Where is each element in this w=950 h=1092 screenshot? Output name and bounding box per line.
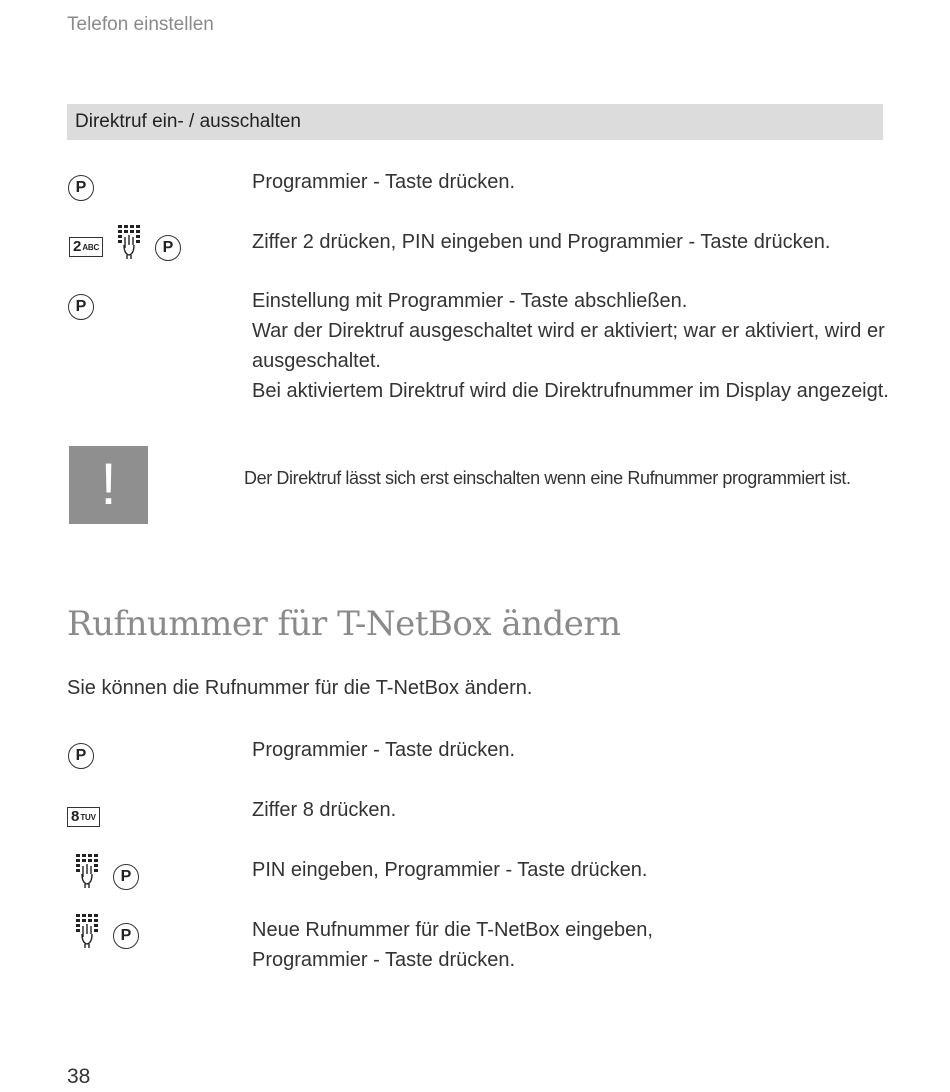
step-text: Ziffer 2 drücken, PIN eingeben und Programmier - Taste drücken. — [252, 231, 831, 253]
step-text: Bei aktiviertem Direktruf wird die Direktrufnummer im Display angezeigt. — [252, 380, 889, 402]
programming-key-icon: P — [68, 294, 94, 320]
programming-key-icon: P — [68, 743, 94, 769]
section-title-direktruf: Direktruf ein- / ausschalten — [67, 104, 883, 140]
exclamation-icon: ! — [69, 446, 148, 524]
keypad-hand-icon — [116, 224, 142, 260]
programming-key-icon: P — [113, 864, 139, 890]
programming-key-icon: P — [68, 175, 94, 201]
programming-key-icon: P — [155, 235, 181, 261]
keypad-hand-icon — [74, 853, 100, 889]
intro-text: Sie können die Rufnummer für die T-NetBox ändern. — [67, 677, 533, 699]
step-text: Programmier - Taste drücken. — [252, 739, 516, 761]
step-text: ausgeschaltet. — [252, 350, 381, 372]
step-text: War der Direktruf ausgeschaltet wird er aktiviert; war er aktiviert, wird er — [252, 320, 885, 342]
keypad-hand-icon — [74, 913, 100, 949]
step-text: Ziffer 8 drücken. — [252, 799, 397, 821]
step-text: Einstellung mit Programmier - Taste abschließen. — [252, 290, 688, 312]
programming-key-icon: P — [113, 923, 139, 949]
digit-8-key-icon: 8TUV — [67, 807, 100, 827]
step-text: PIN eingeben, Programmier - Taste drücken. — [252, 859, 648, 881]
running-head: Telefon einstellen — [67, 14, 214, 35]
section-heading-netbox: Rufnummer für T-NetBox ändern — [67, 604, 621, 644]
step-text: Programmier - Taste drücken. — [252, 171, 516, 193]
step-text: Programmier - Taste drücken. — [252, 949, 516, 971]
page-number: 38 — [67, 1065, 91, 1088]
note-text: Der Direktruf lässt sich erst einschalten wenn eine Rufnummer programmiert ist. — [244, 468, 851, 488]
digit-2-key-icon: 2ABC — [69, 237, 103, 257]
step-text: Neue Rufnummer für die T-NetBox eingeben, — [252, 919, 653, 941]
